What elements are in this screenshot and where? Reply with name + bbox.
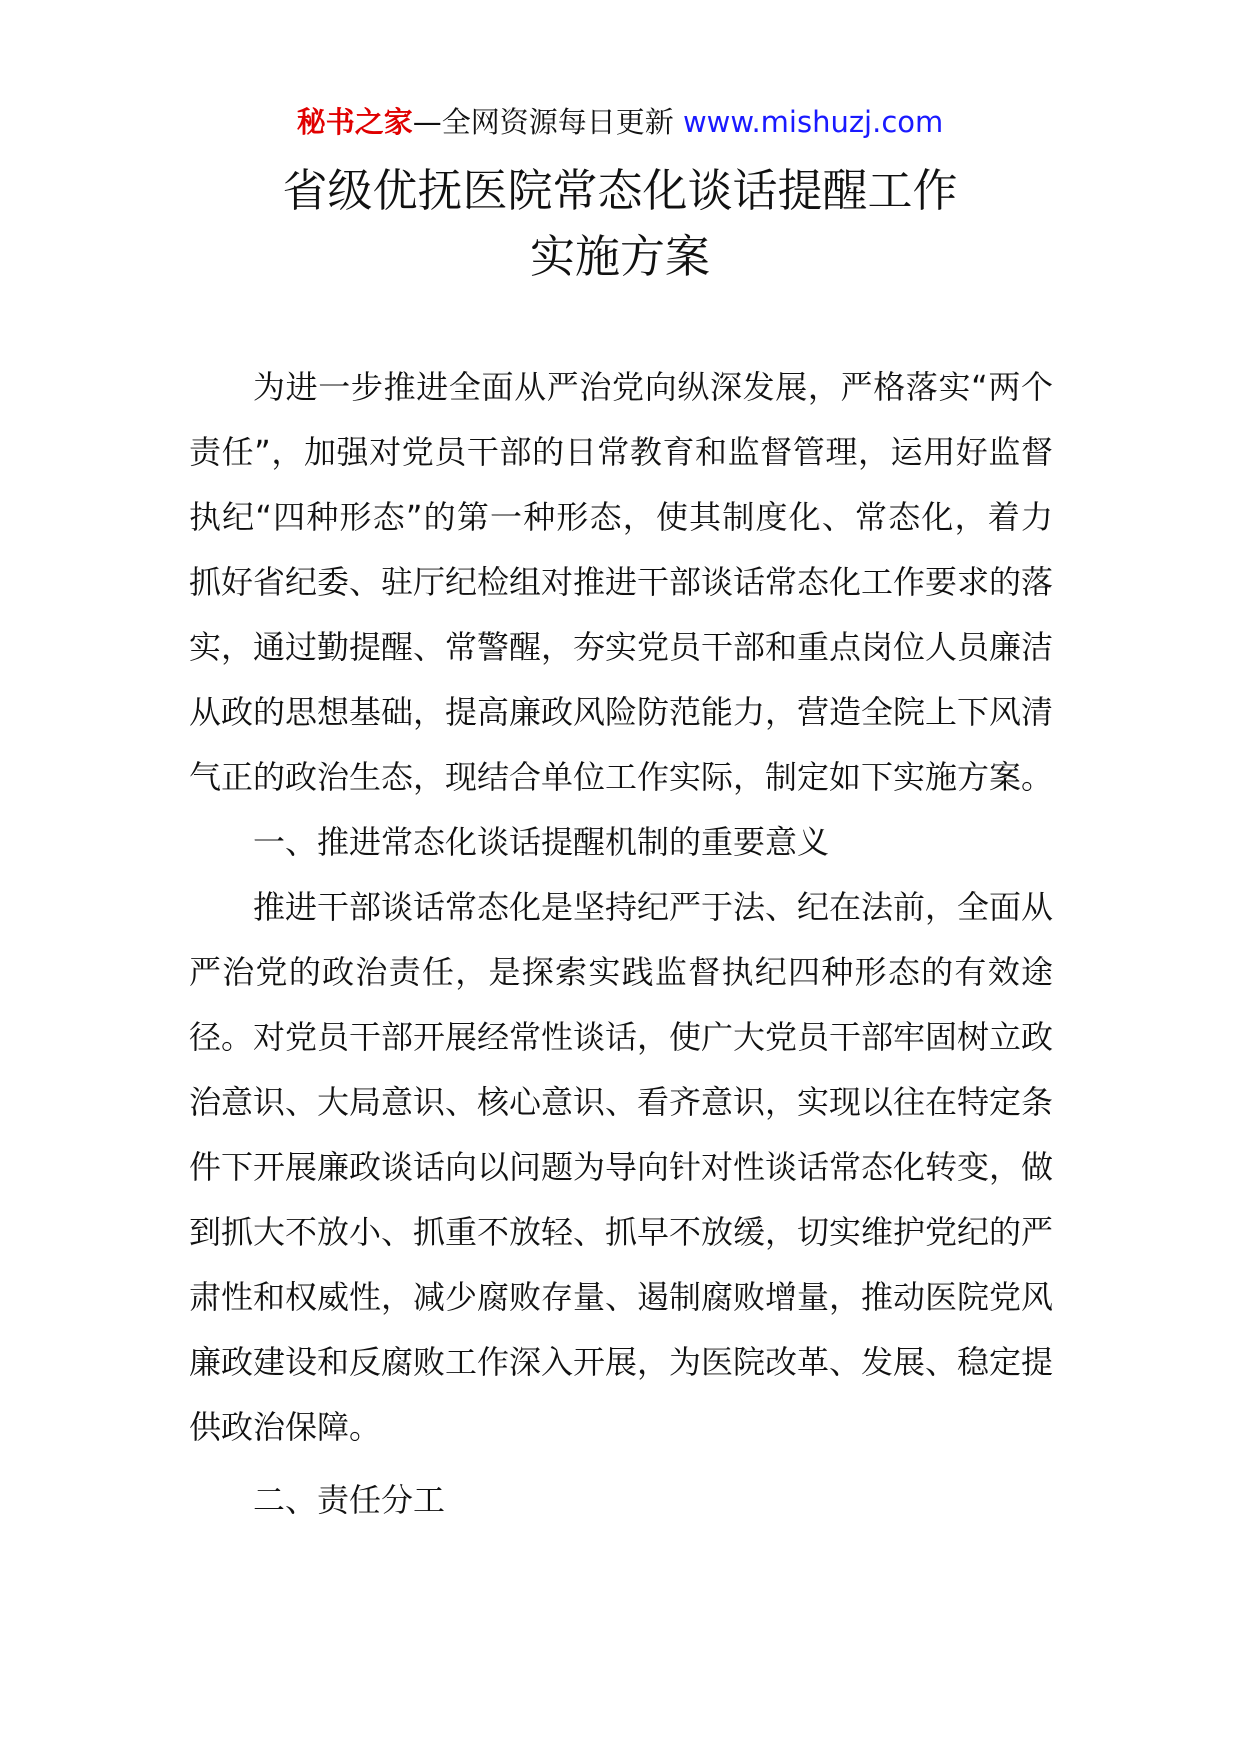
site-tagline: —全网资源每日更新	[412, 105, 674, 139]
document-body	[189, 355, 1053, 1533]
site-header	[0, 100, 1240, 144]
document-title-line-1: 省级优抚医院常态化谈话提醒工作	[282, 164, 958, 217]
document-title-line-2: 实施方案	[529, 230, 710, 283]
section-heading-2: 二、责任分工	[253, 1481, 446, 1519]
site-brand: 秘书之家	[296, 105, 413, 139]
section-heading-1: 一、推进常态化谈话提醒机制的重要意义	[253, 823, 830, 861]
site-url-link[interactable]: www.mishuzj.com	[682, 105, 944, 139]
section-1-paragraph: 推进干部谈话常态化是坚持纪严于法、纪在法前，全面从严治党的政治责任，是探索实践监督执纪四种形态的有效途径。对党员干部开展经常性谈话，使广大党员干部牢固树立政治意识、大局意识、核心意识、看齐意识，实现以往在特定条件下开展廉政谈话向以问题为导向针对性谈话常态化转变，做到抓大不放小、抓重不放轻、抓早不放缓，切实维护党纪的严肃性和权威性，减少腐败存量、遏制腐败增量，推动医院党风廉政建设和反腐败工作深入开展，为医院改革、发展、稳定提供政治保障。	[189, 888, 1054, 1446]
intro-paragraph: 为进一步推进全面从严治党向纵深发展，严格落实“两个责任”，加强对党员干部的日常教育和监督管理，运用好监督执纪“四种形态”的第一种形态，使其制度化、常态化，着力抓好省纪委、驻厅纪检组对推进干部谈话常态化工作要求的落实，通过勤提醒、常警醒，夯实党员干部和重点岗位人员廉洁从政的思想基础，提高廉政风险防范能力，营造全院上下风清气正的政治生态，现结合单位工作实际，制定如下实施方案。	[189, 368, 1054, 796]
